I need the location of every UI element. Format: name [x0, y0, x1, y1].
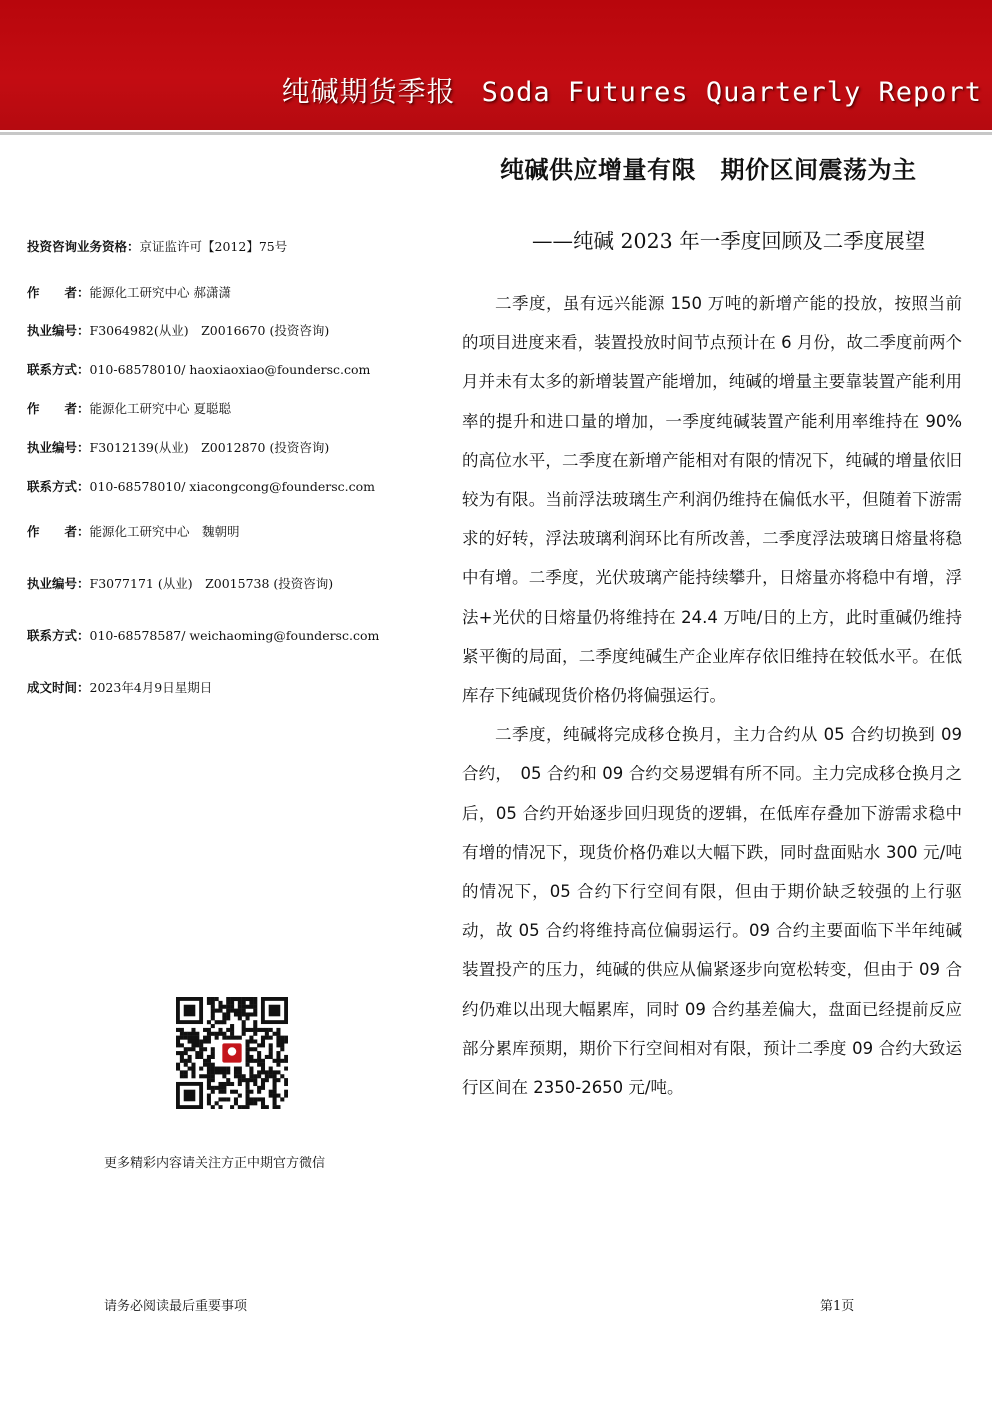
info-author-1: [27, 285, 231, 301]
footer-notice: 请务必阅读最后重要事项: [104, 1299, 248, 1314]
info-author-2: [27, 401, 231, 417]
series-title-en: Soda Futures Quarterly Report: [481, 77, 982, 108]
info-date: [27, 680, 212, 696]
info-label: 执业编号：: [27, 323, 90, 338]
info-label: 作 者：: [27, 524, 90, 539]
info-license-3: [27, 576, 333, 592]
info-label: 执业编号：: [27, 576, 90, 591]
page-number: 第1页: [820, 1299, 855, 1314]
body-paragraph-2: 二季度，纯碱将完成移仓换月，主力合约从 05 合约切换到 09 合约， 05 合约和 09 合约交易逻辑有所不同。主力完成移仓换月之后，05 合约开始逐步回归现货的逻辑，在低库存叠加下游需求稳中有增的情况下，现货价格仍难以大幅下跌，同时盘面贴水 300 元/吨的情况下，05 合约下行空间有限，但由于期价缺乏较强的上行驱动，故 05 合约将维持高位偏弱运行。09 合约主要面临下半年纯碱装置投产的压力，纯碱的供应从偏紧逐步向宽松转变，但由于 09 合约仍难以出现大幅累库，同时 09 合约基差偏大，盘面已经提前反应部分累库预期，期价下行空间相对有限，预计二季度 09 合约大致运行区间在 2350-2650 元/吨。: [462, 725, 962, 1098]
info-value: 能源化工研究中心 夏聪聪: [89, 401, 231, 416]
info-label: 执业编号：: [27, 440, 90, 455]
series-title-cn: 纯碱期货季报: [281, 75, 456, 108]
info-value: F3012139(从业) Z0012870 (投资咨询): [89, 440, 330, 455]
info-label: 联系方式：: [27, 628, 90, 643]
info-license-1: [27, 323, 329, 339]
info-value: 010-68578587/ weichaoming@foundersc.com: [89, 628, 380, 643]
info-label: 联系方式：: [27, 479, 90, 494]
info-license-2: [27, 440, 329, 456]
info-label: 联系方式：: [27, 362, 90, 377]
report-body: [462, 284, 962, 1107]
qr-caption: 更多精彩内容请关注方正中期官方微信: [104, 1156, 326, 1171]
info-value: 010-68578010/ haoxiaoxiao@foundersc.com: [89, 362, 371, 377]
info-label: 成文时间：: [27, 680, 90, 695]
report-title: 纯碱供应增量有限 期价区间震荡为主: [500, 155, 917, 184]
qr-code-icon: [176, 997, 288, 1109]
info-contact-3: [27, 628, 379, 644]
info-value: 能源化工研究中心 魏朝明: [89, 524, 240, 539]
info-author-3: [27, 524, 240, 540]
info-label: 作 者：: [27, 401, 90, 416]
report-series-title: [282, 70, 982, 110]
info-value: 010-68578010/ xiacongcong@foundersc.com: [89, 479, 375, 494]
info-value: 能源化工研究中心 郝潇潇: [89, 285, 231, 300]
info-value: F3064982(从业) Z0016670 (投资咨询): [89, 323, 330, 338]
info-label: 投资咨询业务资格：: [27, 239, 140, 254]
header-banner: [0, 0, 992, 130]
info-contact-2: [27, 479, 375, 495]
report-subtitle: ——纯碱 2023 年一季度回顾及二季度展望: [532, 229, 926, 253]
info-value: F3077171 (从业) Z0015738 (投资咨询): [89, 576, 334, 591]
info-qualification: [27, 239, 287, 255]
info-value: 2023年4月9日星期日: [89, 680, 213, 695]
body-paragraph-1: 二季度，虽有远兴能源 150 万吨的新增产能的投放，按照当前的项目进度来看，装置投放时间节点预计在 6 月份，故二季度前两个月并未有太多的新增装置产能增加，纯碱的增量主要靠装置产能利用率的提升和进口量的增加，一季度纯碱装置产能利用率维持在 90%的高位水平，二季度在新增产能相对有限的情况下，纯碱的增量依旧较为有限。当前浮法玻璃生产利润仍维持在偏低水平，但随着下游需求的好转，浮法玻璃利润环比有所改善，二季度浮法玻璃日熔量将稳中有增。二季度，光伏玻璃产能持续攀升，日熔量亦将稳中有增，浮法+光伏的日熔量仍将维持在 24.4 万吨/日的上方，此时重碱仍维持紧平衡的局面，二季度纯碱生产企业库存依旧维持在较低水平。在低库存下纯碱现货价格仍将偏强运行。: [462, 294, 962, 706]
info-contact-1: [27, 362, 370, 378]
info-value: 京证监许可【2012】75号: [139, 239, 288, 254]
info-label: 作 者：: [27, 285, 90, 300]
